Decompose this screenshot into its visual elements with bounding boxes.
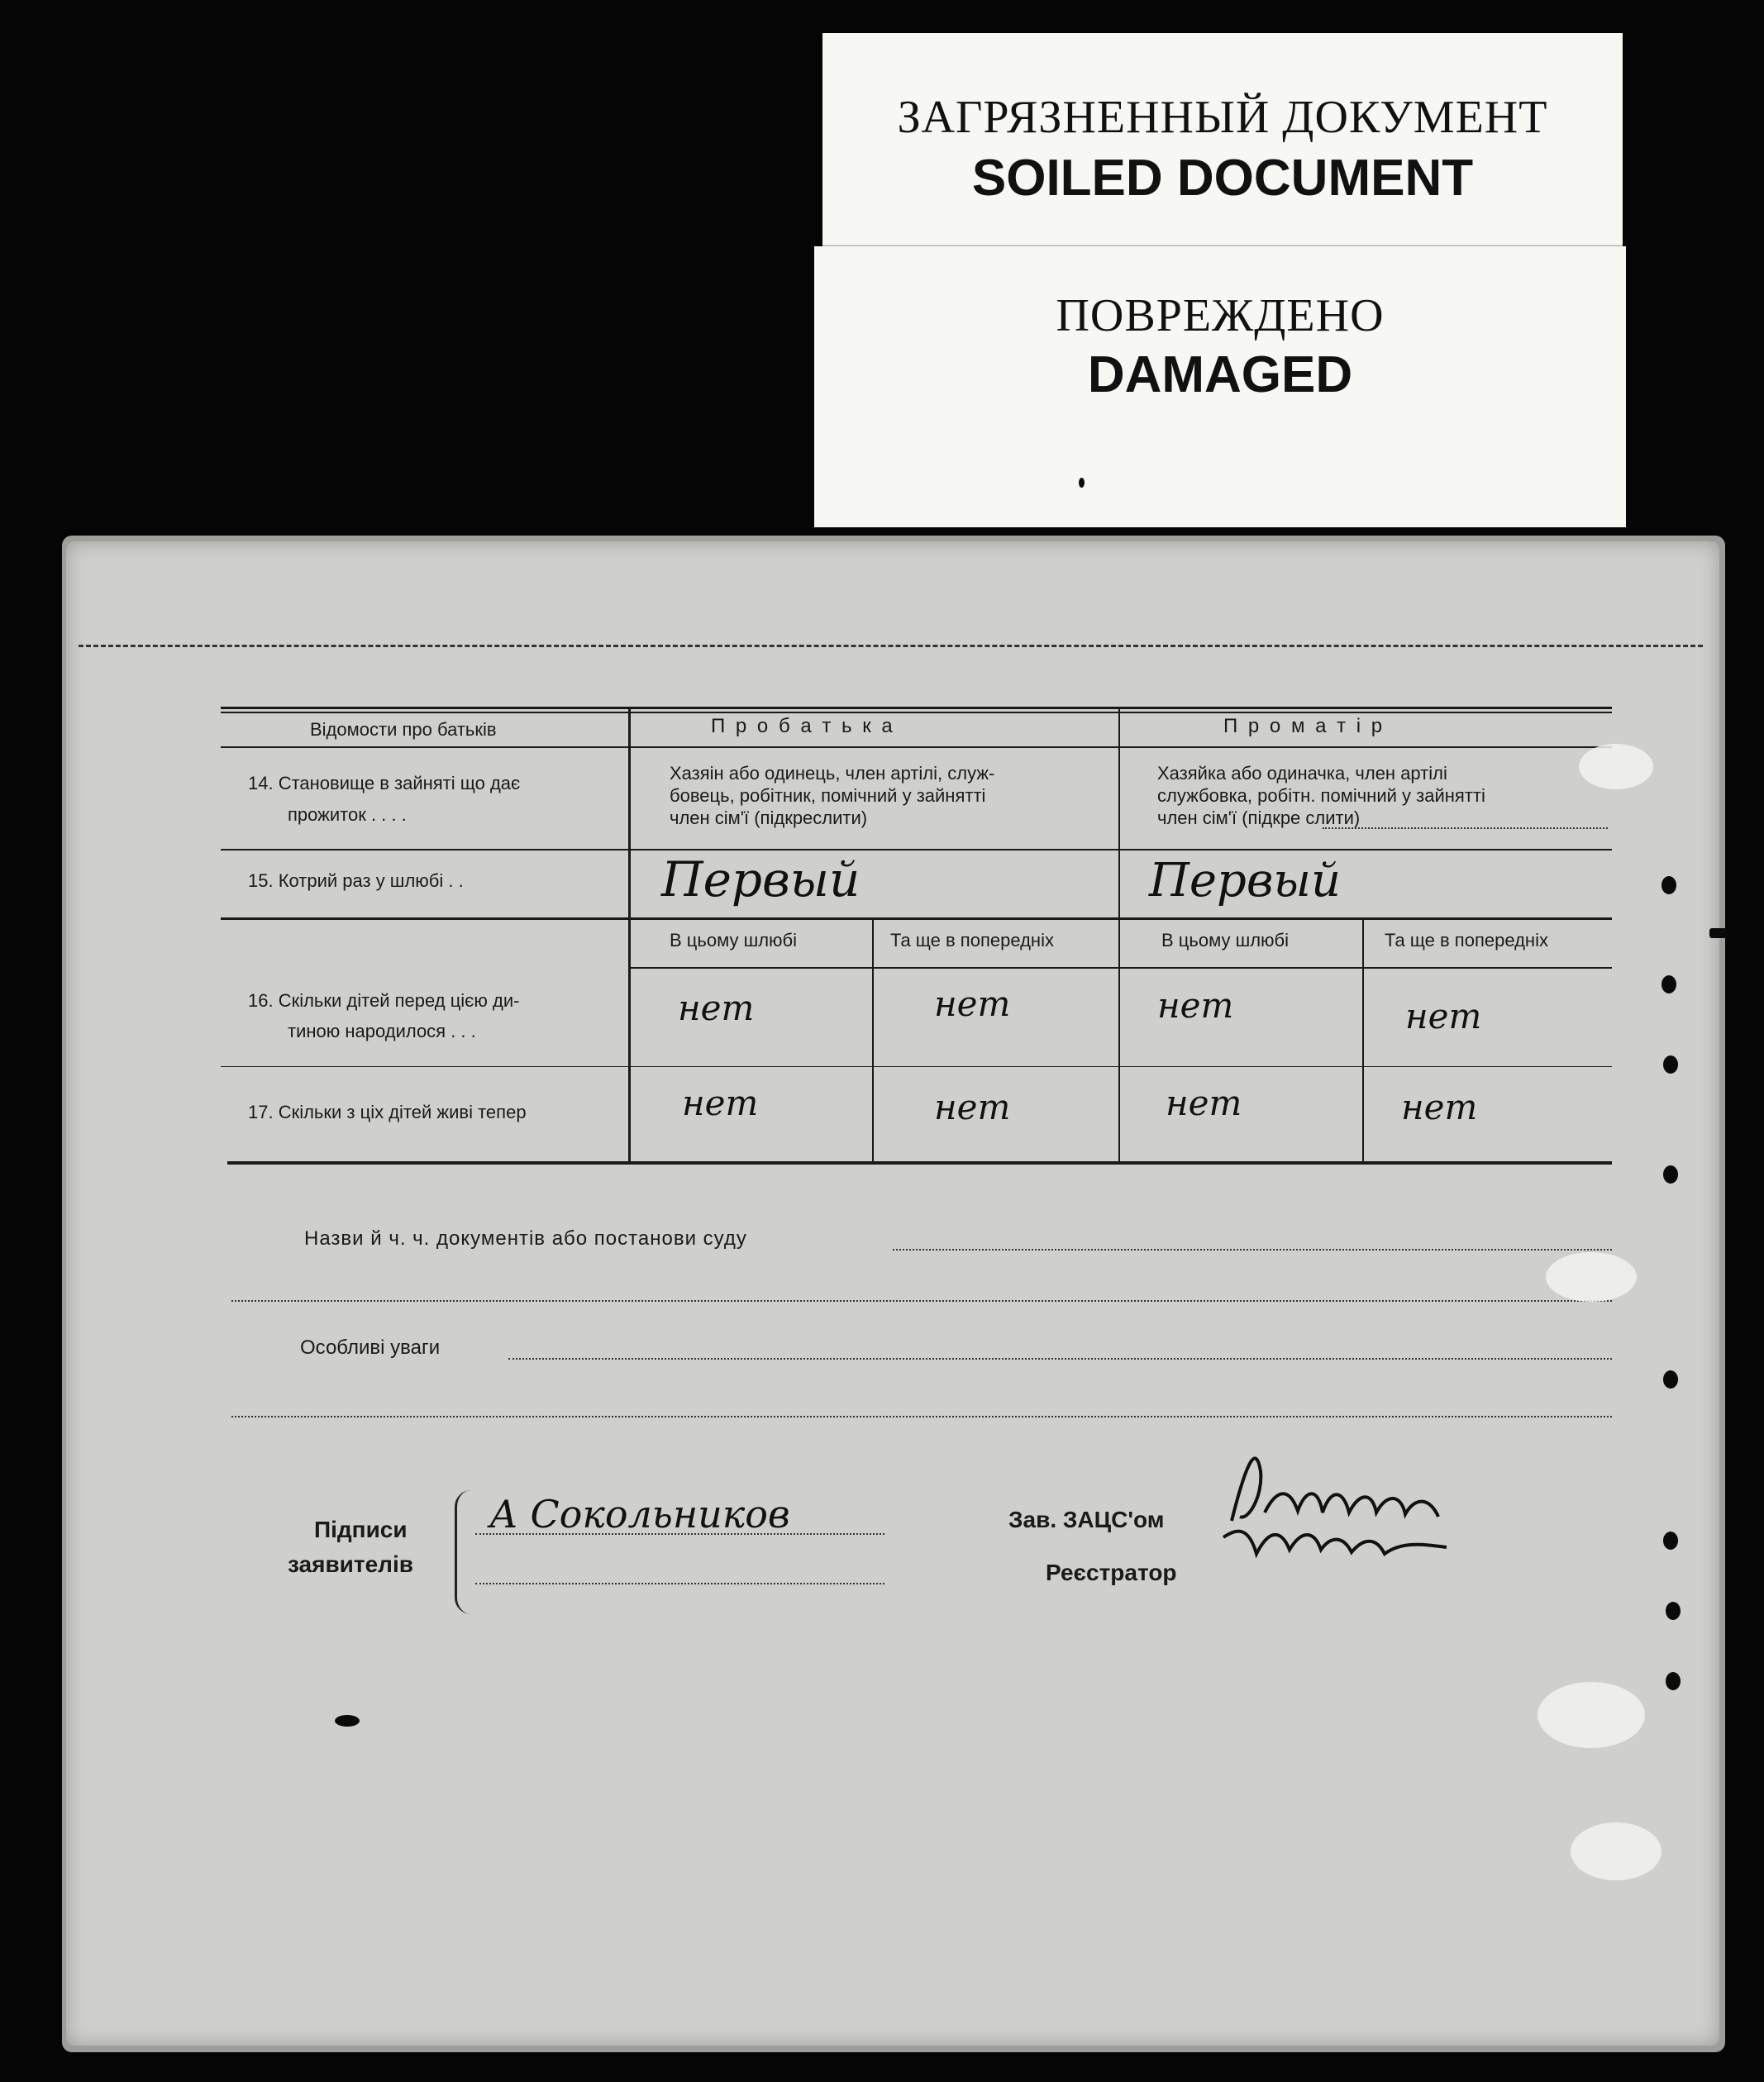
row14-label-1: 14. Становище в зайняті що дає [248,773,521,793]
row15-mother-value: Первый [1149,854,1342,908]
row16-mother-this: нет [1157,985,1234,1026]
row14-label-2: прожиток . . . . [288,804,407,825]
ink-blot [335,1715,360,1727]
col-divider-father [872,920,874,1164]
damage-stain [1571,1822,1661,1880]
sub-mother-this-marriage: В цьому шлюбі [1161,930,1290,950]
binding-hole [1663,1165,1678,1184]
table-bottom-rule [227,1161,1612,1165]
binding-hole [1663,1532,1678,1550]
head-signature [1199,1438,1496,1583]
edge-tear [1709,928,1728,938]
sub-father-this-marriage: В цьому шлюбі [670,930,798,950]
perforation-line [79,645,1703,647]
header-parents-info: Відомости про батьків [310,719,497,740]
documents-line-2 [231,1300,1612,1302]
remarks-line-2 [231,1416,1612,1417]
remarks-label: Особливі уваги [300,1336,441,1359]
binding-hole [1663,1370,1678,1389]
table-top-rule-2 [221,712,1612,713]
soiled-label-ru: ЗАГРЯЗНЕННЫЙ ДОКУМЕНТ [897,92,1548,143]
header-mother: П р о м а т і р [1223,715,1385,737]
row17-label: 17. Скільки з ціх дітей живі тепер [248,1102,527,1122]
binding-hole [1661,975,1676,993]
sub-father-previous: Та ще в попередніх [890,930,1054,950]
row17-mother-previous: нет [1401,1087,1478,1127]
row14-father-2: бовець, робітник, помічний у зайнятті [670,785,986,806]
damaged-label-en: DAMAGED [1087,346,1353,403]
binding-hole [1663,1055,1678,1074]
form-sheet [66,541,1719,2046]
applicants-label-1: Підписи [314,1517,408,1542]
col-divider-mother [1362,920,1364,1164]
ink-speck [1079,478,1085,488]
row14-rule [221,849,1612,850]
col-divider-2 [1118,707,1120,1164]
row14-father-3: член сім'ї (підкреслити) [670,808,868,828]
table-top-rule [221,707,1612,709]
signature-brace [455,1490,474,1614]
documents-label: Назви й ч. ч. документів або постанови суду [304,1227,747,1250]
row14-mother-3: член сім'ї (підкре слити) [1157,808,1361,828]
row16-label-2: тиною народилося . . . [288,1021,476,1041]
applicant-sign-line-1 [475,1533,884,1535]
row15-label: 15. Котрий раз у шлюбі . . [248,870,464,891]
row16-label-1: 16. Скільки дітей перед цією ди- [248,990,520,1011]
sub-mother-previous: Та ще в попередніх [1385,930,1548,950]
row17-mother-this: нет [1166,1083,1242,1123]
applicants-label-2: заявителів [288,1551,413,1577]
col-divider-1 [628,707,631,1164]
header-father: П р о б а т ь к а [711,715,895,737]
soiled-label-en: SOILED DOCUMENT [971,150,1474,207]
row16-father-previous: нет [934,984,1011,1024]
row17-father-previous: нет [934,1087,1011,1127]
damage-stain [1546,1252,1637,1302]
row14-mother-1: Хазяйка або одиначка, член артілі [1157,763,1447,784]
damage-stain [1538,1682,1645,1748]
row17-father-this: нет [682,1083,759,1123]
binding-hole [1661,876,1676,894]
binding-hole [1666,1602,1681,1620]
row14-mother-2: службовка, робітн. помічний у зайнятті [1157,785,1485,806]
row14-father-1: Хазяін або одинець, член артілі, служ- [670,763,995,784]
documents-line-1 [893,1249,1612,1251]
row15-father-value: Первый [661,851,861,908]
damaged-label-ru: ПОВРЕЖДЕНО [1056,290,1385,341]
row16-father-this: нет [678,988,755,1028]
damage-stain [1579,744,1653,789]
registrar-label: Реєстратор [1046,1560,1177,1585]
row15-rule [221,917,1612,920]
row16-mother-previous: нет [1405,996,1482,1036]
damaged-label [814,246,1626,527]
row16-rule [221,1066,1612,1067]
head-zags-label: Зав. ЗАЦС'ом [1008,1507,1165,1532]
applicant-sign-line-2 [475,1583,884,1584]
header-rule [221,746,1612,748]
remarks-line-1 [508,1358,1612,1360]
subheader-rule [628,967,1612,969]
binding-hole [1666,1672,1681,1690]
applicant-signature: А Сокольников [489,1492,790,1536]
row14-mother-dotline [1323,827,1608,829]
